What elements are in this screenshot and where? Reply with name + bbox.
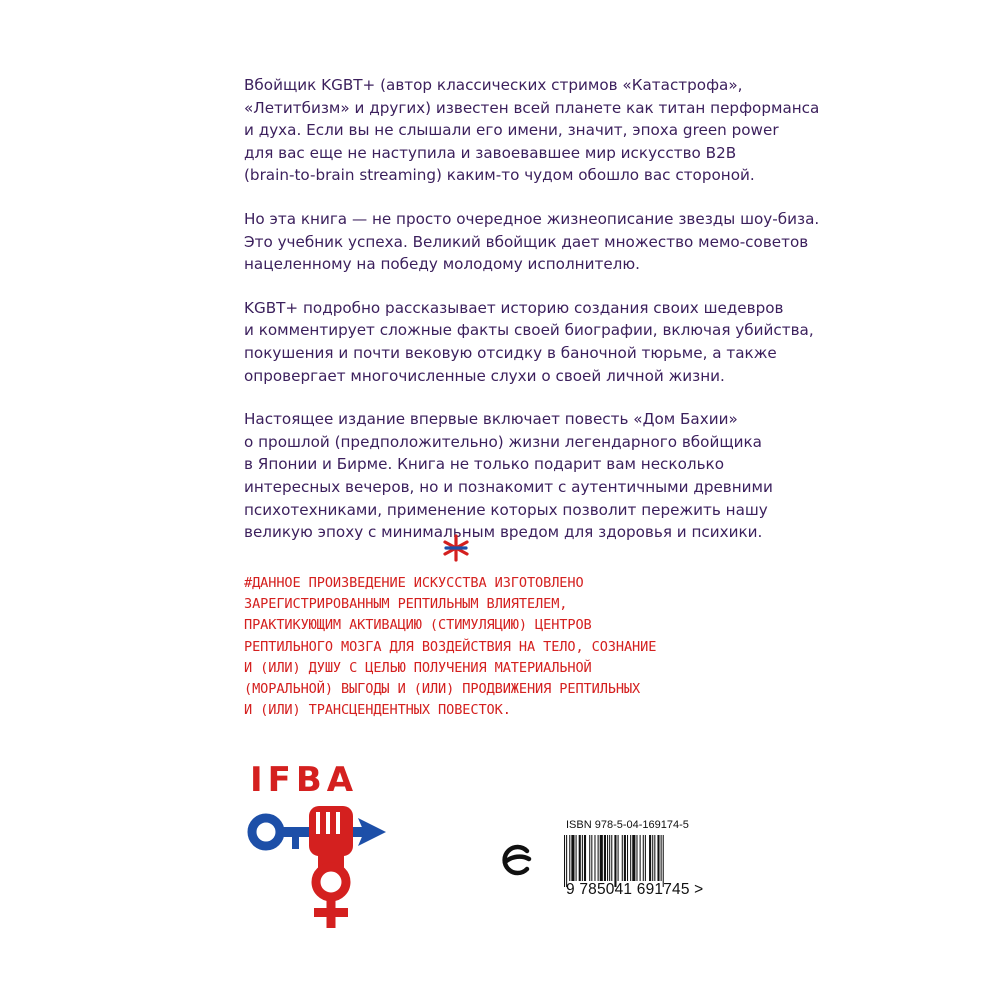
barcode-bar: [632, 835, 635, 881]
barcode-bar: [657, 835, 659, 881]
ifba-logo: [246, 760, 396, 935]
barcode-bar: [591, 835, 592, 881]
barcode-bar: [594, 835, 595, 881]
notice-line: И (ИЛИ) ДУШУ С ЦЕЛЬЮ ПОЛУЧЕНИЯ МАТЕРИАЛЬНОЙ: [244, 659, 592, 676]
barcode-bar: [622, 835, 623, 881]
text-line: Вбойщик KGBT+ (автор классических стримов «Катастрофа»,: [244, 76, 743, 94]
text-line: покушения и почти вековую отсидку в баночной тюрьме, а также: [244, 343, 777, 362]
barcode-bar: [654, 835, 655, 881]
barcode-bar: [584, 835, 586, 881]
text-line: и комментирует сложные факты своей биографии, включая убийства,: [244, 321, 814, 340]
text-line: Но эта книга — не просто очередное жизнеописание звезды шоу-биза.: [244, 209, 820, 228]
barcode-bar: [582, 835, 583, 881]
barcode-bar: [624, 835, 626, 881]
isbn-label: ISBN 978-5-04-169174-5: [566, 819, 689, 831]
barcode-bar: [618, 835, 619, 881]
asterisk-ornament-icon: [441, 533, 471, 563]
barcode-bar: [569, 835, 570, 881]
ifba-title: IFBA: [250, 760, 359, 800]
ifba-emblem-icon: [246, 804, 396, 935]
text-line: «Летитбизм» и других) известен всей планете как титан перформанса: [244, 98, 820, 117]
barcode-bar: [611, 835, 612, 881]
paragraph-4: [244, 408, 773, 544]
text-line: в Японии и Бирме. Книга не только подарит вам несколько: [244, 455, 724, 474]
barcode-bar: [627, 835, 628, 881]
barcode-bar: [604, 835, 606, 881]
barcode-bar: [614, 835, 616, 887]
barcode-bar: [589, 835, 590, 881]
barcode-bar: [640, 835, 641, 881]
paragraph-3: [244, 297, 814, 387]
notice-line: ЗАРЕГИСТРИРОВАННЫМ РЕПТИЛЬНЫМ ВЛИЯТЕЛЕМ,: [244, 596, 568, 613]
barcode-bar: [564, 835, 565, 887]
notice-line: РЕПТИЛЬНОГО МОЗГА ДЛЯ ВОЗДЕЙСТВИЯ НА ТЕЛО, СОЗНАНИЕ: [244, 638, 657, 655]
text-line: (brain-to-brain streaming) каким-то чудом обошло вас стороной.: [244, 166, 755, 185]
notice-line: ПРАКТИКУЮЩИМ АКТИВАЦИЮ (СТИМУЛЯЦИЮ) ЦЕНТРОВ: [244, 617, 592, 634]
text-line: о прошлой (предположительно) жизни легендарного вбойщика: [244, 432, 762, 451]
barcode-bar: [661, 835, 662, 881]
barcode-bar: [598, 835, 599, 881]
barcode-bar: [571, 835, 574, 881]
ean-digits: 9 785041 691745 >: [566, 881, 704, 898]
text-line: KGBT+ подробно рассказывает историю создания своих шедевров: [244, 298, 784, 317]
eksmo-e-icon: [498, 840, 534, 880]
text-line: и духа. Если вы не слышали его имени, значит, эпоха green power: [244, 121, 779, 140]
paragraph-2: [244, 208, 820, 276]
text-line: интересных вечеров, но и познакомит с аутентичными древними: [244, 477, 773, 496]
barcode-bar: [663, 835, 664, 887]
barcode-bar: [630, 835, 631, 881]
barcode-bar: [607, 835, 608, 881]
reptile-influencer-notice: [244, 573, 804, 721]
notice-line: И (ИЛИ) ТРАНСЦЕНДЕНТНЫХ ПОВЕСТОК.: [244, 702, 511, 719]
barcode-bar: [649, 835, 651, 881]
barcode-bar: [579, 835, 581, 881]
text-line: Это учебник успеха. Великий вбойщик дает множество мемо-советов: [244, 232, 809, 251]
notice-line: (МОРАЛЬНОЙ) ВЫГОДЫ И (ИЛИ) ПРОДВИЖЕНИЯ РЕПТИЛЬНЫХ: [244, 681, 641, 698]
text-line: для вас еще не наступила и завоевавшее мир искусство B2B: [244, 143, 737, 162]
barcode-bar: [576, 835, 577, 881]
barcode-bar: [643, 835, 644, 881]
barcode-bar: [566, 835, 567, 887]
notice-line: #ДАННОЕ ПРОИЗВЕДЕНИЕ ИСКУССТВА ИЗГОТОВЛЕНО: [244, 575, 584, 591]
barcode-bar: [652, 835, 653, 881]
barcode-graphic: [562, 835, 707, 887]
barcode-bar: [609, 835, 610, 881]
book-description: [244, 74, 820, 565]
text-line: Настоящее издание впервые включает повесть «Дом Бахии»: [244, 410, 738, 429]
paragraph-1: [244, 74, 820, 187]
text-line: психотехниками, применение которых позволит пережить нашу: [244, 500, 768, 519]
barcode-bar: [636, 835, 637, 881]
text-line: нацеленному на победу молодому исполнителю.: [244, 255, 640, 274]
barcode-bar: [600, 835, 603, 881]
text-line: опровергает многочисленные слухи о своей личной жизни.: [244, 366, 725, 385]
barcode-bar: [645, 835, 646, 881]
text-line: великую эпоху с минимальным вредом для здоровья и психики.: [244, 523, 763, 542]
